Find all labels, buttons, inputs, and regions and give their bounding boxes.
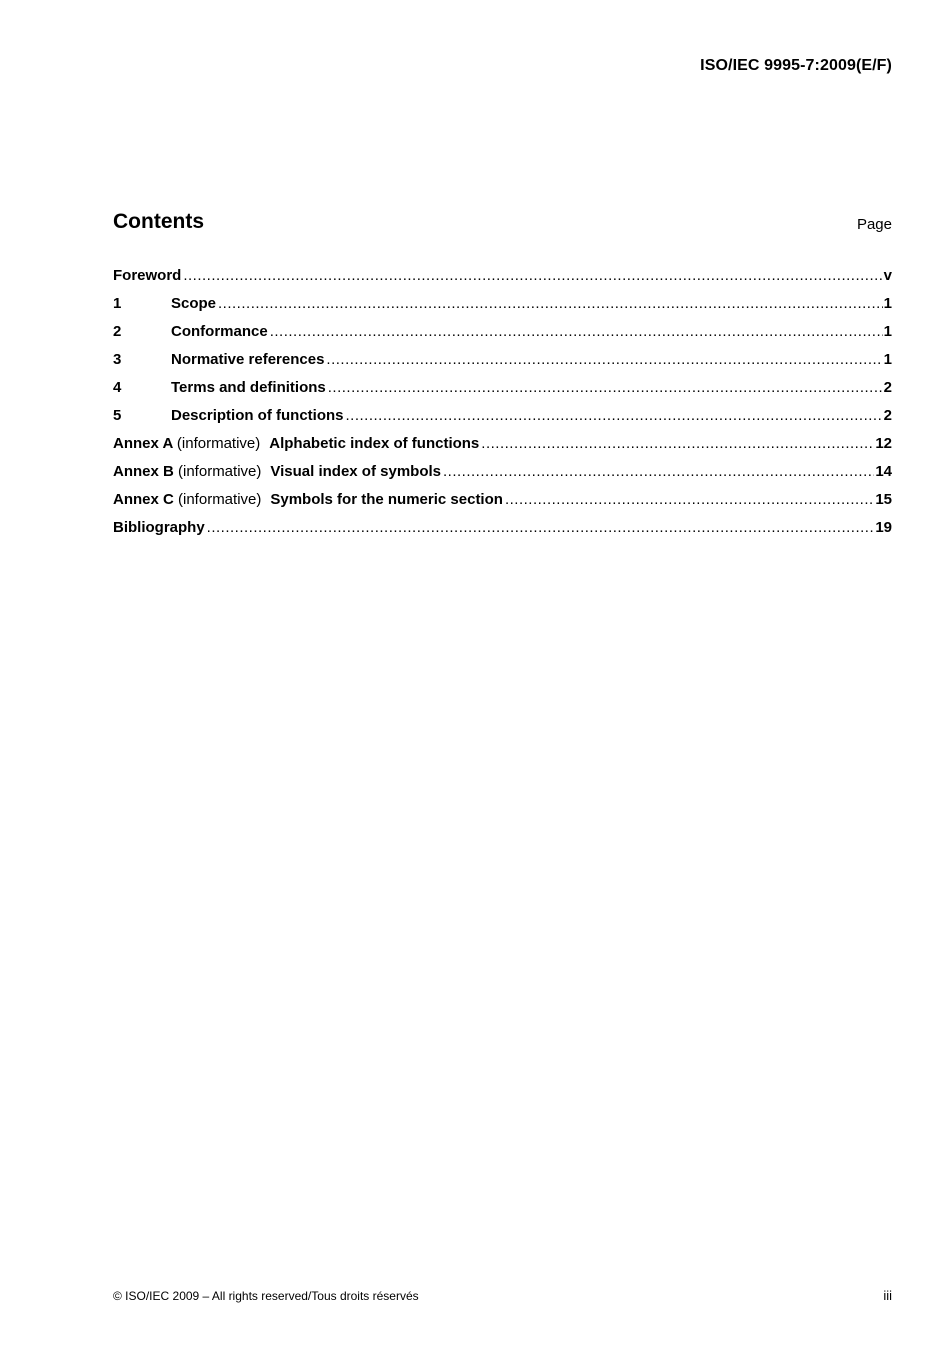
toc-entry-page: 1 xyxy=(883,351,892,368)
toc-leader-dots xyxy=(326,351,882,368)
toc-entry-clause-2[interactable] xyxy=(113,323,892,351)
toc-entry-title: Conformance xyxy=(171,323,268,340)
toc-entry-page: 14 xyxy=(875,463,892,480)
toc-entry-page: 12 xyxy=(875,435,892,452)
toc-entry-number: 2 xyxy=(113,323,122,340)
page-column-label: Page xyxy=(856,216,892,233)
footer-page-number: iii xyxy=(883,1288,892,1303)
toc-entry-clause-5[interactable] xyxy=(113,407,892,435)
toc-entry-clause-3[interactable] xyxy=(113,351,892,379)
toc-entry-clause-4[interactable] xyxy=(113,379,892,407)
toc-leader-dots xyxy=(443,463,874,480)
toc-entry-page: 2 xyxy=(883,379,892,396)
toc-entry-page: 1 xyxy=(883,323,892,340)
toc-entry-page: 15 xyxy=(875,491,892,508)
toc-entry-annex-c[interactable] xyxy=(113,491,892,519)
toc-entry-title: Foreword xyxy=(113,267,182,284)
contents-heading: Contents xyxy=(113,210,204,233)
toc-annex-type: (informative) xyxy=(176,435,261,452)
toc-entry-annex-a[interactable] xyxy=(113,435,892,463)
toc-entry-foreword[interactable] xyxy=(113,267,892,295)
toc-entry-title: Scope xyxy=(171,295,217,312)
footer-copyright: © ISO/IEC 2009 – All rights reserved/Tous droits réservés xyxy=(113,1289,419,1303)
toc-entry-title: Terms and definitions xyxy=(171,379,326,396)
toc-entry-title: Symbols for the numeric section xyxy=(270,491,503,508)
table-of-contents xyxy=(113,267,892,547)
toc-annex-type: (informative) xyxy=(178,491,262,508)
toc-entry-number: 1 xyxy=(113,295,122,312)
toc-leader-dots xyxy=(183,267,882,284)
toc-annex-prefix xyxy=(113,491,270,508)
toc-entry-annex-b[interactable] xyxy=(113,463,892,491)
toc-entry-page: v xyxy=(883,267,892,284)
toc-entry-number: 3 xyxy=(113,351,122,368)
toc-entry-number: 4 xyxy=(113,379,122,396)
toc-entry-title: Visual index of symbols xyxy=(270,463,441,480)
toc-annex-type: (informative) xyxy=(178,463,262,480)
toc-leader-dots xyxy=(328,379,883,396)
toc-leader-dots xyxy=(505,491,874,508)
toc-annex-label: Annex A xyxy=(113,435,173,452)
toc-leader-dots xyxy=(218,295,883,312)
toc-entry-clause-1[interactable] xyxy=(113,295,892,323)
toc-entry-number: 5 xyxy=(113,407,122,424)
toc-annex-prefix xyxy=(113,435,269,452)
toc-entry-title: Alphabetic index of functions xyxy=(269,435,480,452)
toc-entry-page: 1 xyxy=(883,295,892,312)
toc-entry-title: Bibliography xyxy=(113,519,205,536)
toc-entry-page: 2 xyxy=(883,407,892,424)
toc-leader-dots xyxy=(207,519,875,536)
toc-entry-title: Description of functions xyxy=(171,407,344,424)
document-id: ISO/IEC 9995-7:2009(E/F) xyxy=(700,57,892,74)
toc-annex-label: Annex C xyxy=(113,491,174,508)
toc-leader-dots xyxy=(346,407,883,424)
toc-leader-dots xyxy=(270,323,883,340)
toc-entry-title: Normative references xyxy=(171,351,325,368)
toc-entry-page: 19 xyxy=(875,519,892,536)
toc-annex-prefix xyxy=(113,463,270,480)
toc-leader-dots xyxy=(481,435,874,452)
toc-annex-label: Annex B xyxy=(113,463,174,480)
toc-entry-bibliography[interactable] xyxy=(113,519,892,547)
